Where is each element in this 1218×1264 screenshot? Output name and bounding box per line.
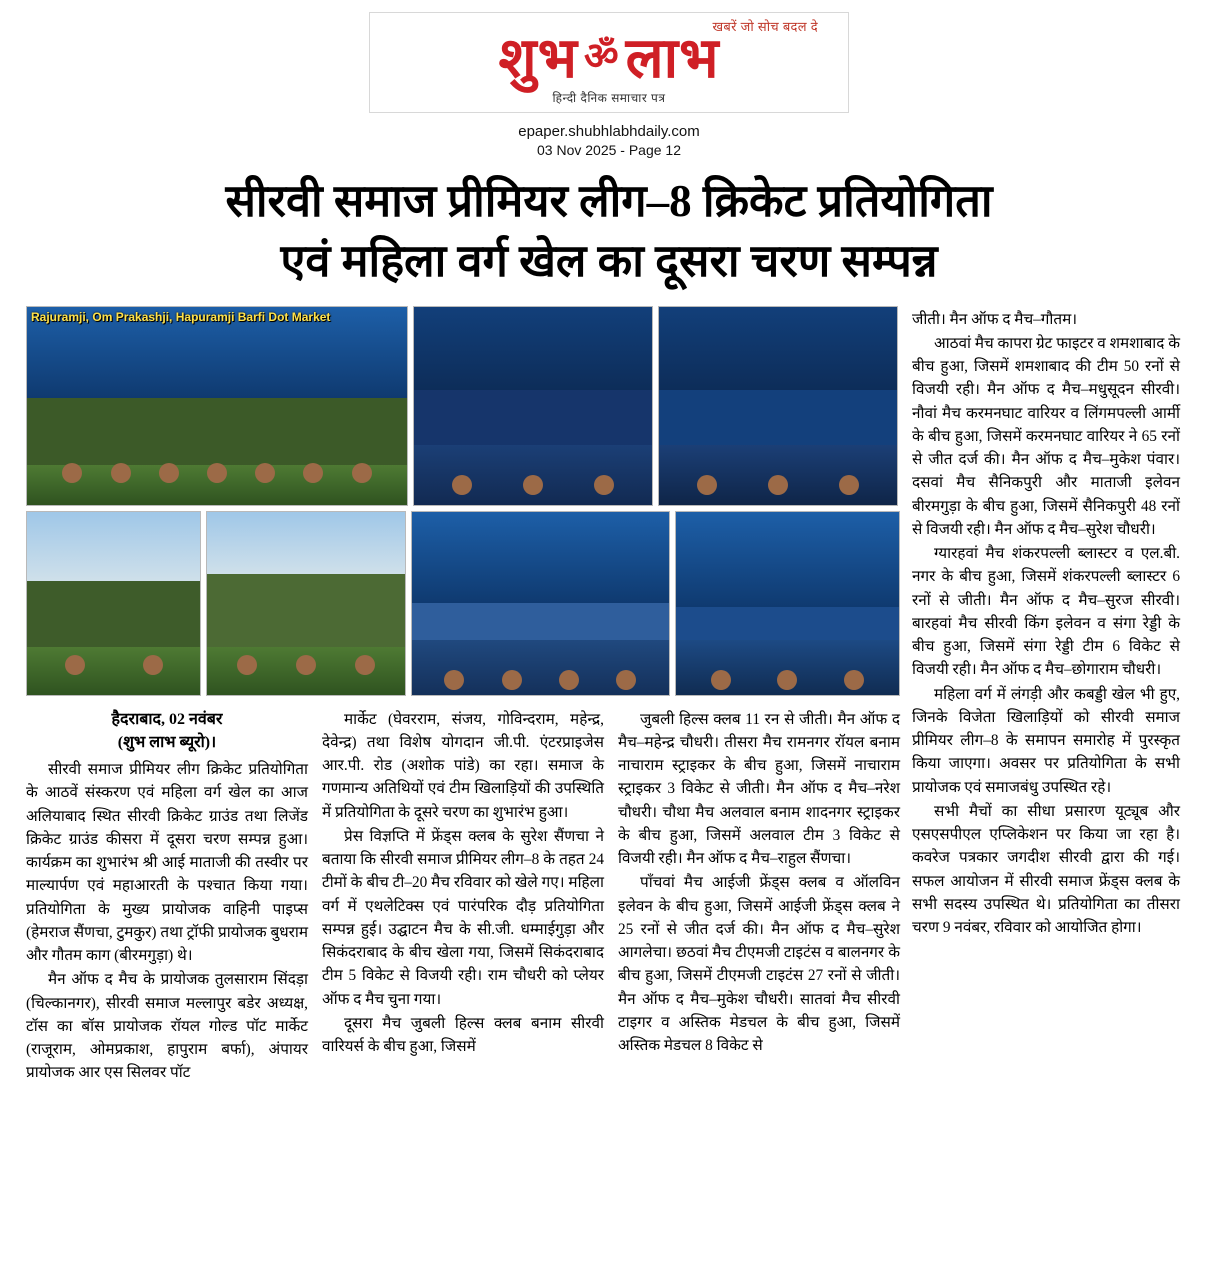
headline-line-1: सीरवी समाज प्रीमियर लीग–8 क्रिकेट प्रतियोगिता xyxy=(225,176,993,226)
article-body xyxy=(26,306,1192,1085)
article-column-1 xyxy=(26,708,308,1085)
paragraph: ग्यारहवां मैच शंकरपल्ली ब्लास्टर व एल.बी. नगर के बीच हुआ, जिसमें शंकरपल्ली ब्लास्टर 6 रनों से जीती। मैन ऑफ द मैच–सुरज सीरवी। बारहवां मैच सीरवी किंग इलेवन व संगा रेड्डी के बीच हुआ, जिसमें संगा रेड्डी टीम 6 विकेट से विजयी रही। मैन ऑफ द मैच–छोगाराम चौधरी। xyxy=(912,545,1180,679)
byline-bureau: (शुभ लाभ ब्यूरो)। xyxy=(117,733,217,751)
article-column-4 xyxy=(912,306,1180,1085)
page-title xyxy=(26,172,1192,292)
photo-officials-group xyxy=(411,511,670,696)
logo-title xyxy=(370,28,848,90)
photo-team-group-award xyxy=(26,306,408,506)
masthead xyxy=(0,0,1218,158)
paragraph: प्रेस विज्ञप्ति में फ्रेंड्स क्लब के सुरेश सैंणचा ने बताया कि सीरवी समाज प्रीमियर लीग–8 के तहत 24 टीमों के बीच टी–20 मैच रविवार को खेले गए। महिला वर्ग में एथलेटिक्स एवं पारंपरिक दौड़ प्रतियोगिता सम्पन्न हुई। उद्घाटन मैच के सी.जी. धम्माईगुड़ा और सिकंदराबाद के बीच खेला गया, जिसमें सिकंदराबाद टीम 5 विकेट से विजयी रही। राम चौधरी को प्लेयर ऑफ द मैच चुना गया। xyxy=(322,827,604,1008)
paragraph: जीती। मैन ऑफ द मैच–गौतम। xyxy=(912,310,1078,328)
logo-subtitle: हिन्दी दैनिक समाचार पत्र xyxy=(552,91,666,105)
photo-woman-felicitation xyxy=(675,511,900,696)
om-symbol-icon: ॐ xyxy=(583,36,620,78)
byline xyxy=(26,708,308,754)
text-columns xyxy=(26,708,900,1085)
paragraph: मैन ऑफ द मैच के प्रायोजक तुलसाराम सिंदड़ा (चिल्कानगर), सीरवी समाज मल्लापुर बडेर अध्यक्ष, टॉस का बॉस प्रायोजक रॉयल गोल्ड पॉट मार्केट (राजूराम, ओमप्रकाश, हापुराम बर्फा), अंपायर प्रायोजक आर एस सिलवर पॉट xyxy=(26,971,308,1082)
logo-title-part1: शुभ xyxy=(498,28,578,90)
photo-award-presentation-1 xyxy=(413,306,653,506)
photo-trophy-handover xyxy=(26,511,201,696)
paragraph: सभी मैचों का सीधा प्रसारण यूट्यूब और एसएसपीएल एप्लिकेशन पर किया जा रहा है। कवरेज पत्रकार जगदीश सीरवी द्वारा की गई। सफल आयोजन में सीरवी समाज फ्रेंड्स क्लब के सभी सदस्य उपस्थित थे। प्रतियोगिता का तीसरा चरण 9 नवंबर, रविवार को आयोजित होगा। xyxy=(912,802,1180,937)
article-column-2 xyxy=(322,708,604,1085)
photo-row-bottom xyxy=(26,511,900,696)
paragraph: महिला वर्ग में लंगड़ी और कबड्डी खेल भी हुए, जिनके विजेता खिलाड़ियों को सीरवी समाज प्रीमियर लीग–8 के समापन समारोह में पुरस्कृत किया जाएगा। अवसर पर प्रतियोगिता के सभी प्रायोजक एवं समाजबंधु उपस्थित रहे। xyxy=(912,685,1180,796)
epaper-url[interactable]: epaper.shubhlabhdaily.com xyxy=(518,123,700,140)
paragraph: आठवां मैच कापरा ग्रेट फाइटर व शमशाबाद के बीच हुआ, जिसमें शमशाबाद की टीम 50 रनों से विजयी रही। मैन ऑफ द मैच–मधुसूदन सीरवी। नौवां मैच करमनघाट वारियर व लिंगमपल्ली आर्मी के बीच हुआ, जिसमें करमनघाट वारियर ने 65 रनों से जीत दर्ज की। मैन ऑफ द मैच–मुकेश पंवार। दसवां मैच सैनिकपुरी और माताजी इलेवन बीरमगुड़ा के बीच हुआ, जिसमें सैनिकपुरी 48 रनों से विजयी रही। मैन ऑफ द मैच–सुरेश चौधरी। xyxy=(912,334,1180,538)
paragraph: पाँचवां मैच आईजी फ्रेंड्स क्लब व ऑलविन इलेवन के बीच हुआ, जिसमें आईजी फ्रेंड्स क्लब ने 25 रनों से जीत दर्ज की। मैन ऑफ द मैच–सुरेश आगलेचा। छठवां मैच टीएमजी टाइटंस व बालनगर के बीच हुआ, जिसमें टीएमजी टाइटंस 27 रनों से जीती। मैन ऑफ द मैच–मुकेश चौधरी। सातवां मैच सीरवी टाइगर व अस्तिक मेडचल के बीच हुआ, जिसमें अस्तिक मेडचल 8 विकेट से xyxy=(618,874,900,1055)
logo-tagline: खबरें जो सोच बदल दे xyxy=(712,19,818,34)
paragraph: जुबली हिल्स क्लब 11 रन से जीती। मैन ऑफ द मैच–महेन्द्र चौधरी। तीसरा मैच रामनगर रॉयल बनाम नाचाराम स्ट्राइकर के बीच हुआ, जिसमें नाचाराम स्ट्राइकर 3 विकेट से जीती। मैन ऑफ द मैच–नरेश चौधरी। चौथा मैच अलवाल बनाम शादनगर स्ट्राइकर के बीच हुआ, जिसमें अलवाल टीम 3 विकेट से विजयी रही। मैन ऑफ द मैच–राहुल सैंणचा। xyxy=(618,710,900,868)
paragraph: दूसरा मैच जुबली हिल्स क्लब बनाम सीरवी वारियर्स के बीच हुआ, जिसमें xyxy=(322,1014,604,1056)
newspaper-logo xyxy=(369,12,849,113)
left-column xyxy=(26,306,900,1085)
paragraph: मार्केट (घेवरराम, संजय, गोविन्दराम, महेन्द्र, देवेन्द्र) तथा विशेष योगदान जी.पी. एंटरप्राइजेस आर.पी. रोड (अशोक पांडे) का रहा। समाज के गणमान्य अतिथियों एवं टीम खिलाड़ियों की उपस्थिति में प्रतियोगिता के दूसरे चरण का शुभारंभ हुआ। xyxy=(322,710,604,821)
headline-line-2: एवं महिला वर्ग खेल का दूसरा चरण सम्पन्न xyxy=(280,235,938,286)
byline-place-date: हैदराबाद, 02 नवंबर xyxy=(111,710,223,728)
paragraph: सीरवी समाज प्रीमियर लीग क्रिकेट प्रतियोगिता के आठवें संस्करण एवं महिला वर्ग खेल का आज अलियाबाद स्थित सीरवी क्रिकेट ग्राउंड तथा लिजेंड क्रिकेट ग्राउंड कीसरा में दूसरा चरण सम्पन्न हुआ। कार्यक्रम का शुभारंभ श्री आई माताजी की तस्वीर पर माल्यार्पण एवं महाआरती के पश्चात किया गया। प्रतियोगिता के मुख्य प्रायोजक वाहिनी पाइप्स (हेमराज सैंणचा, टुमकुर) तथा ट्रॉफी प्रायोजक बुधराम और गौतम काग (बीरमगुड़ा) थे। xyxy=(26,761,308,965)
date-and-page: 03 Nov 2025 - Page 12 xyxy=(537,142,681,158)
article-column-3 xyxy=(618,708,900,1085)
logo-title-part2: लाभ xyxy=(625,28,720,90)
photo-collage xyxy=(26,306,900,696)
photo-row-top xyxy=(26,306,900,506)
photo-caption: Rajuramji, Om Prakashji, Hapuramji Barfi Dot Market xyxy=(31,309,331,324)
photo-player-award xyxy=(206,511,405,696)
photo-award-presentation-2 xyxy=(658,306,898,506)
